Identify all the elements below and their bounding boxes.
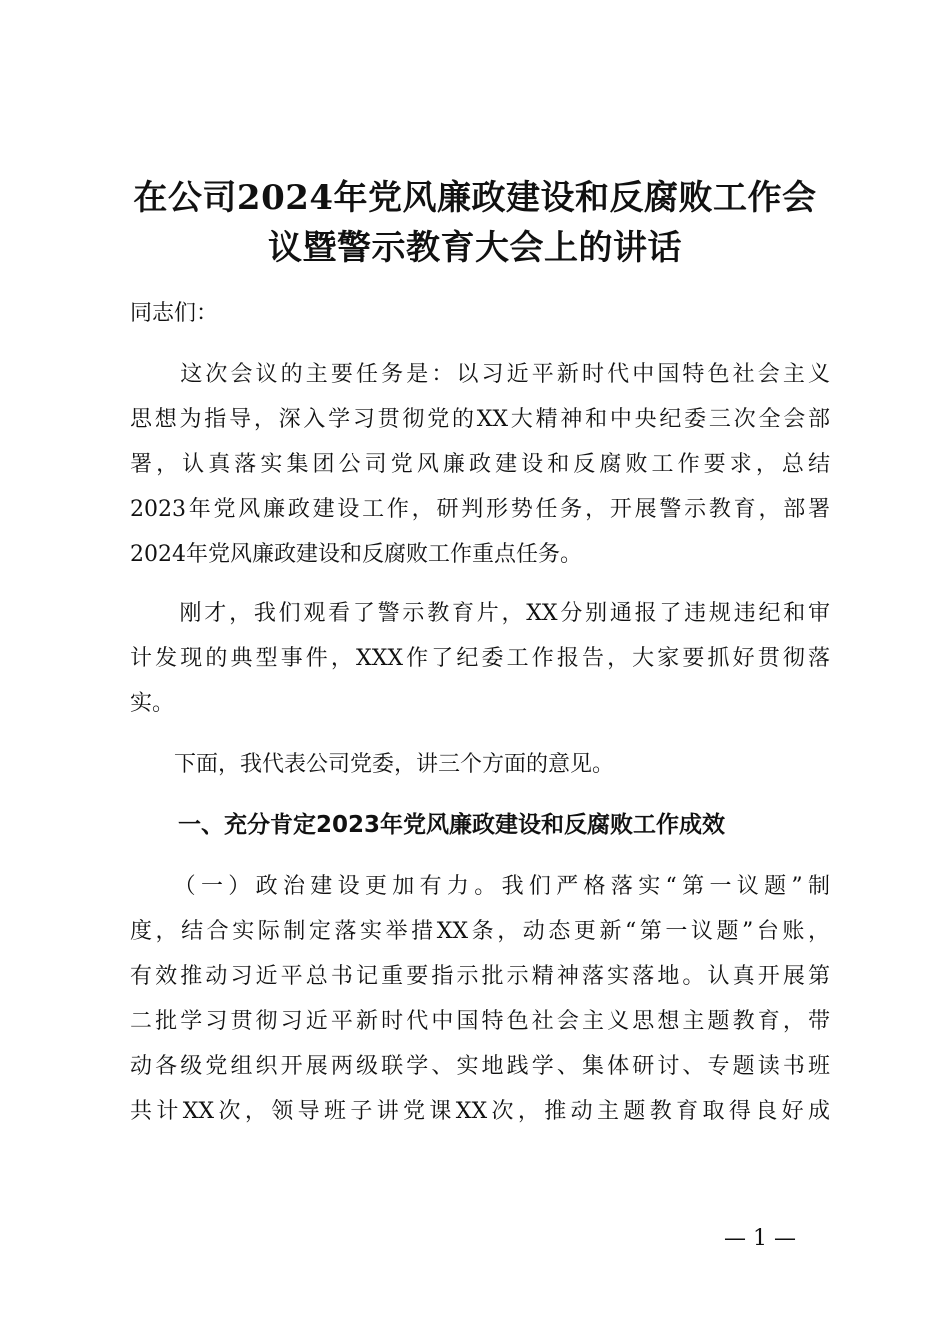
paragraph-1-line: 署，认真落实集团公司党风廉政建设和反腐败工作要求，总结: [130, 452, 830, 477]
page-number: — 1 —: [724, 1226, 796, 1251]
paragraph-2-line: 刚才，我们观看了警示教育片，XX分别通报了违规违纪和审: [130, 601, 830, 626]
paragraph-1-line: 2024年党风廉政建设和反腐败工作重点任务。: [130, 542, 582, 567]
title-line-1: 在公司2024年党风廉政建设和反腐败工作会: [133, 178, 817, 218]
paragraph-4-line: 共计XX次，领导班子讲党课XX次，推动主题教育取得良好成: [130, 1099, 830, 1124]
paragraph-3: 下面，我代表公司党委，讲三个方面的意见。: [130, 752, 615, 777]
title-line-2: 议暨警示教育大会上的讲话: [268, 228, 682, 268]
paragraph-4-line: 有效推动习近平总书记重要指示批示精神落实落地。认真开展第: [130, 964, 830, 989]
paragraph-4-line: 度，结合实际制定落实举措XX条，动态更新“第一议题”台账，: [130, 919, 830, 944]
paragraph-1-line: 思想为指导，深入学习贯彻党的XX大精神和中央纪委三次全会部: [130, 407, 830, 432]
paragraph-4-line: （一）政治建设更加有力。我们严格落实“第一议题”制: [130, 874, 830, 899]
paragraph-4-line: 二批学习贯彻习近平新时代中国特色社会主义思想主题教育，带: [130, 1009, 830, 1034]
paragraph-1-line: 2023年党风廉政建设工作，研判形势任务，开展警示教育，部署: [130, 497, 830, 522]
paragraph-4-line: 动各级党组织开展两级联学、实地践学、集体研讨、专题读书班: [130, 1054, 830, 1079]
salutation: 同志们：: [130, 301, 219, 326]
paragraph-2-line: 实。: [130, 691, 175, 716]
section-heading: 一、充分肯定2023年党风廉政建设和反腐败工作成效: [178, 812, 726, 838]
paragraph-1-line: 这次会议的主要任务是：以习近平新时代中国特色社会主义: [130, 362, 830, 387]
paragraph-2-line: 计发现的典型事件，XXX作了纪委工作报告，大家要抓好贯彻落: [130, 646, 830, 671]
